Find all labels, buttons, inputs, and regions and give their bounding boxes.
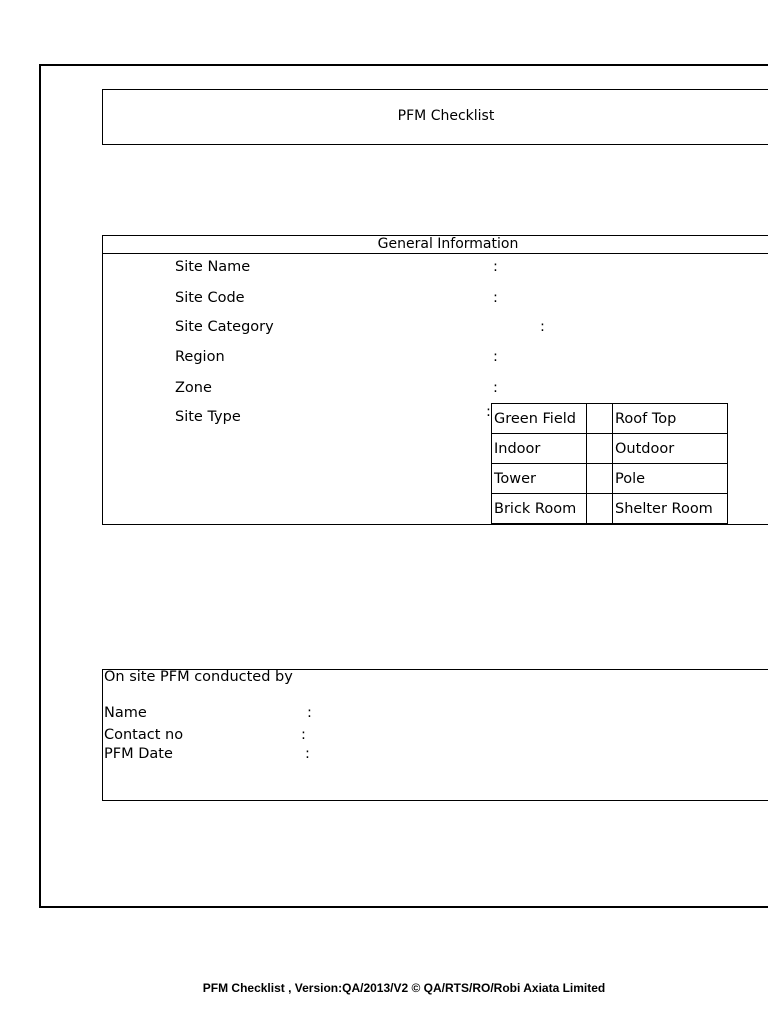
site-type-option: Outdoor bbox=[613, 434, 728, 464]
site-type-option: Shelter Room bbox=[613, 494, 728, 524]
zone-colon: : bbox=[493, 380, 498, 396]
site-type-checkbox[interactable] bbox=[587, 494, 613, 524]
header-divider bbox=[103, 253, 768, 254]
region-colon: : bbox=[493, 349, 498, 365]
site-type-options-table bbox=[491, 403, 728, 524]
site-type-checkbox[interactable] bbox=[587, 434, 613, 464]
site-type-option: Green Field bbox=[492, 404, 587, 434]
pfm-date-colon: : bbox=[305, 746, 310, 762]
contact-no-label: Contact no bbox=[104, 727, 184, 743]
site-code-label: Site Code bbox=[175, 290, 245, 306]
document-footer: PFM Checklist , Version:QA/2013/V2 © QA/RTS/RO/Robi Axiata Limited bbox=[202, 981, 606, 995]
site-type-option: Tower bbox=[492, 464, 587, 494]
table-row bbox=[492, 494, 728, 524]
site-category-label: Site Category bbox=[175, 319, 274, 335]
pfm-conducted-section bbox=[102, 669, 768, 801]
site-type-checkbox[interactable] bbox=[587, 404, 613, 434]
table-row bbox=[492, 434, 728, 464]
general-information-header: General Information bbox=[377, 236, 519, 252]
site-name-colon: : bbox=[493, 259, 498, 275]
zone-label: Zone bbox=[175, 380, 212, 396]
site-code-colon: : bbox=[493, 290, 498, 306]
site-type-label: Site Type bbox=[175, 409, 241, 425]
site-type-option: Roof Top bbox=[613, 404, 728, 434]
name-colon: : bbox=[307, 705, 312, 721]
table-row bbox=[492, 464, 728, 494]
name-label: Name bbox=[104, 705, 147, 721]
table-row bbox=[492, 404, 728, 434]
site-type-checkbox[interactable] bbox=[587, 464, 613, 494]
site-type-colon: : bbox=[486, 404, 491, 420]
document-title: PFM Checklist bbox=[397, 108, 495, 124]
site-category-colon: : bbox=[540, 319, 545, 335]
site-type-option: Pole bbox=[613, 464, 728, 494]
pfm-date-label: PFM Date bbox=[104, 746, 173, 762]
site-type-option: Brick Room bbox=[492, 494, 587, 524]
pfm-conducted-header: On site PFM conducted by bbox=[104, 669, 293, 685]
region-label: Region bbox=[175, 349, 225, 365]
site-type-option: Indoor bbox=[492, 434, 587, 464]
contact-no-colon: : bbox=[301, 727, 306, 743]
site-name-label: Site Name bbox=[175, 259, 251, 275]
